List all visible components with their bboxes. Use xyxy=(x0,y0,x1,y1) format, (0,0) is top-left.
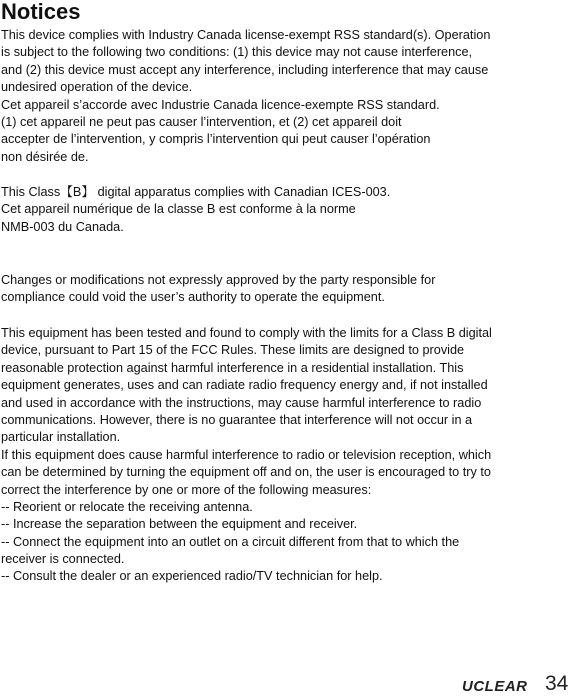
brand-logo: UCLEAR xyxy=(462,678,528,695)
text-line: (1) cet appareil ne peut pas causer l’intervention, et (2) cet appareil doit xyxy=(1,114,402,129)
text-line: receiver is connected. xyxy=(1,552,125,567)
fcc-statement xyxy=(1,325,569,586)
text-line: communications. However, there is no guarantee that interference will not occur in a xyxy=(1,412,473,427)
page-number: 34 xyxy=(545,672,569,695)
text-line: correct the interference by one or more of the following measures: xyxy=(1,482,372,497)
text-line: If this equipment does cause harmful interference to radio or television reception, which xyxy=(1,447,492,462)
list-item: -- Reorient or relocate the receiving antenna. xyxy=(1,499,253,514)
ic-statement xyxy=(1,27,569,166)
ices-statement xyxy=(1,184,569,236)
text-line: equipment generates, uses and can radiate radio frequency energy and, if not installed xyxy=(1,378,488,393)
list-item: -- Increase the separation between the equipment and receiver. xyxy=(1,517,358,532)
text-line: This Class【B】 digital apparatus complies with Canadian ICES-003. xyxy=(1,185,391,199)
text-line: non désirée de. xyxy=(1,149,89,164)
list-item: -- Connect the equipment into an outlet on a circuit different from that to which the xyxy=(1,534,460,549)
text-line: is subject to the following two conditions: (1) this device may not cause interference, xyxy=(1,45,473,60)
text-line: reasonable protection against harmful interference in a residential installation. This xyxy=(1,360,464,375)
text-line: Cet appareil s’accorde avec Industrie Canada licence-exempte RSS standard. xyxy=(1,97,440,112)
text-line: Changes or modifications not expressly approved by the party responsible for xyxy=(1,273,436,287)
page-title: Notices xyxy=(1,0,81,24)
text-line: can be determined by turning the equipment off and on, the user is encouraged to try to xyxy=(1,465,491,480)
text-line: undesired operation of the device. xyxy=(1,80,193,95)
text-line: accepter de l’intervention, y compris l’intervention qui peut causer l’opération xyxy=(1,132,431,147)
text-line: compliance could void the user’s authority to operate the equipment. xyxy=(1,290,385,305)
list-item: -- Consult the dealer or an experienced radio/TV technician for help. xyxy=(1,569,383,584)
text-line: and (2) this device must accept any interference, including interference that may cause xyxy=(1,62,489,77)
text-line: NMB-003 du Canada. xyxy=(1,219,124,234)
text-line: This device complies with Industry Canada license-exempt RSS standard(s). Operation xyxy=(1,28,491,42)
text-line: particular installation. xyxy=(1,430,121,445)
modifications-statement xyxy=(1,272,569,307)
text-line: Cet appareil numérique de la classe B est conforme à la norme xyxy=(1,202,356,217)
text-line: This equipment has been tested and found to comply with the limits for a Class B digital xyxy=(1,326,492,340)
text-line: and used in accordance with the instructions, may cause harmful interference to radio xyxy=(1,395,482,410)
text-line: device, pursuant to Part 15 of the FCC Rules. These limits are designed to provide xyxy=(1,343,465,358)
